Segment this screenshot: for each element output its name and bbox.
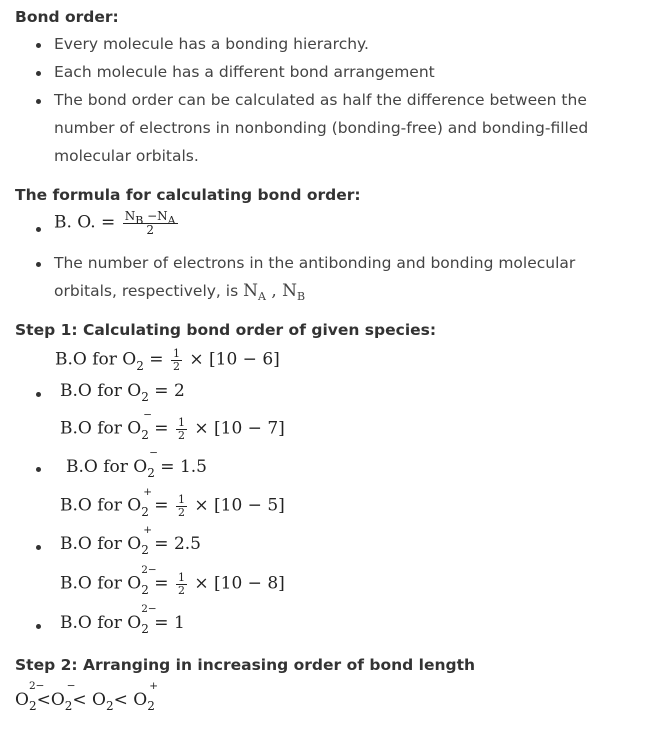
step2-heading: Step 2: Arranging in increasing order of bond length [15, 656, 476, 674]
o2-plus-result-line: B.O for $O_2$ + = 2.5 [60, 524, 201, 557]
o2-plus-calc-line: B.O for $O_2$ + = $\frac{1}{2}$ × [10 − 5] [60, 485, 285, 519]
bullet [36, 227, 41, 232]
o2-2minus-calc-line: B.O for $O_2$ 2− = $\frac{1}{2}$ × [10 − 8] [60, 563, 285, 597]
bond-order-formula [54, 210, 180, 236]
o2-result-line: B.O for $O_2 = 2$ [60, 381, 185, 404]
bullet [36, 392, 41, 397]
bullet [36, 624, 41, 629]
bond-length-order: $O_2$ 2− $<O_2$ − < $O_2< O_2$ + [15, 680, 159, 713]
bond-order-heading: Bond order: [15, 8, 119, 26]
formula-note-line-1: The number of electrons in the antibonding and bonding molecular [54, 254, 576, 272]
formula-note-line-2: orbitals, respectively, is $N_A$ , $N_B$ [54, 281, 306, 303]
bullet [36, 467, 41, 472]
formula-heading: The formula for calculating bond order: [15, 186, 361, 204]
bo-prefix: B. O. = [54, 212, 116, 233]
bo-denominator: 2 [146, 222, 154, 237]
bo-fraction [123, 210, 178, 236]
bond-order-bullet-3-line-1: The bond order can be calculated as half the difference between the [54, 91, 587, 109]
step1-heading: Step 1: Calculating bond order of given species: [15, 321, 437, 339]
bullet [36, 262, 41, 267]
bullet [36, 43, 41, 48]
o2-minus-calc-line: B.O for $O_2$ − = $\frac{1}{2}$ × [10 − 7] [60, 408, 285, 442]
bo-numerator: NB −NA [124, 209, 176, 227]
bond-order-bullet-2: Each molecule has a different bond arrangement [54, 63, 435, 81]
bond-order-bullet-1: Every molecule has a bonding hierarchy. [54, 35, 369, 53]
bond-order-bullet-3-line-3: molecular orbitals. [54, 147, 199, 165]
o2-calc-line: B.O for $O_2$ = $\frac{1}{2}$ × [10 − 6] [55, 347, 280, 373]
bond-order-bullet-3-line-2: number of electrons in nonbonding (bonding-free) and bonding-filled [54, 119, 589, 137]
o2-2minus-result-line: B.O for $O_2$ 2− = 1 [60, 603, 185, 636]
o2-minus-result-line: B.O for $O_2$ − = 1.5 [66, 447, 207, 480]
bullet [36, 99, 41, 104]
bullet [36, 71, 41, 76]
bullet [36, 545, 41, 550]
